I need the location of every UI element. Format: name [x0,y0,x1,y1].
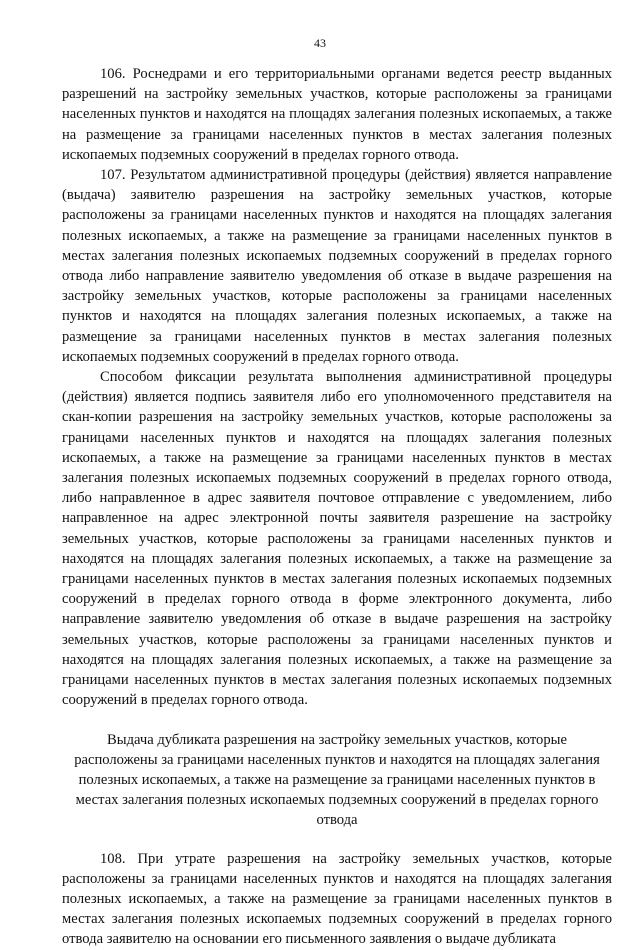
document-body [62,64,612,950]
paragraph-106: 106. Роснедрами и его территориальными органами ведется реестр выданных разрешений на застройку земельных участков, которые расположены за границами населенных пунктов и находятся на площадях залегания полезных ископаемых, а также на размещение за границами населенных пунктов в местах залегания полезных ископаемых подземных сооружений в пределах горного отвода. [62,66,612,163]
spacer [62,831,612,849]
paragraph-107: 107. Результатом административной процедуры (действия) является направление (выдача) заявителю разрешения на застройку земельных участков, которые расположены за границами населенных пунктов и находятся на площадях залегания полезных ископаемых, а также на размещение за границами населенных пунктов в местах залегания полезных ископаемых подземных сооружений в пределах горного отвода либо направление заявителю уведомления об отказе в выдаче разрешения на застройку земельных участков, которые расположены за границами населенных пунктов и находятся на площадях залегания полезных ископаемых, а также на размещение за границами населенных пунктов в местах залегания полезных ископаемых подземных сооружений в пределах горного отвода. [62,167,612,365]
page-number: 43 [314,36,326,50]
paragraph-108: 108. При утрате разрешения на застройку земельных участков, которые расположены за границами населенных пунктов и находятся на площадях залегания полезных ископаемых, а также на размещение за границами населенных пунктов в местах залегания полезных ископаемых подземных сооружений в пределах горного отвода заявителю на основании его письменного заявления о выдаче дубликата [62,850,612,948]
section-heading: Выдача дубликата разрешения на застройку земельных участков, которые расположены за границами населенных пунктов и находятся на площадях залегания полезных ископаемых, а также на размещение за границами населенных пунктов в местах залегания полезных ископаемых подземных сооружений в пределах горного отвода [74,731,600,829]
spacer [62,711,612,730]
paragraph-fixation-method: Способом фиксации результата выполнения административной процедуры (действия) является подпись заявителя либо его уполномоченного представителя на скан-копии разрешения на застройку земельных участков, которые расположены за границами населенных пунктов и находятся на площадях залегания полезных ископаемых, а также на размещение за границами населенных пунктов в местах залегания полезных ископаемых подземных сооружений в пределах горного отвода, либо направленное в адрес заявителя почтовое отправление с уведомлением, либо направленное на адрес электронной почты заявителя разрешение на застройку земельных участков, которые расположены за границами населенных пунктов и находятся на площадях залегания полезных ископаемых, а также на размещение за границами населенных пунктов в местах залегания полезных ископаемых подземных сооружений в пределах горного отвода в форме электронного документа, либо направление заявителю уведомления об отказе в выдаче разрешения на застройку земельных участков, которые расположены за границами населенных пунктов и находятся на площадях залегания полезных ископаемых, а также на размещение за границами населенных пунктов в местах залегания полезных ископаемых подземных сооружений в пределах горного отвода. [62,369,612,709]
